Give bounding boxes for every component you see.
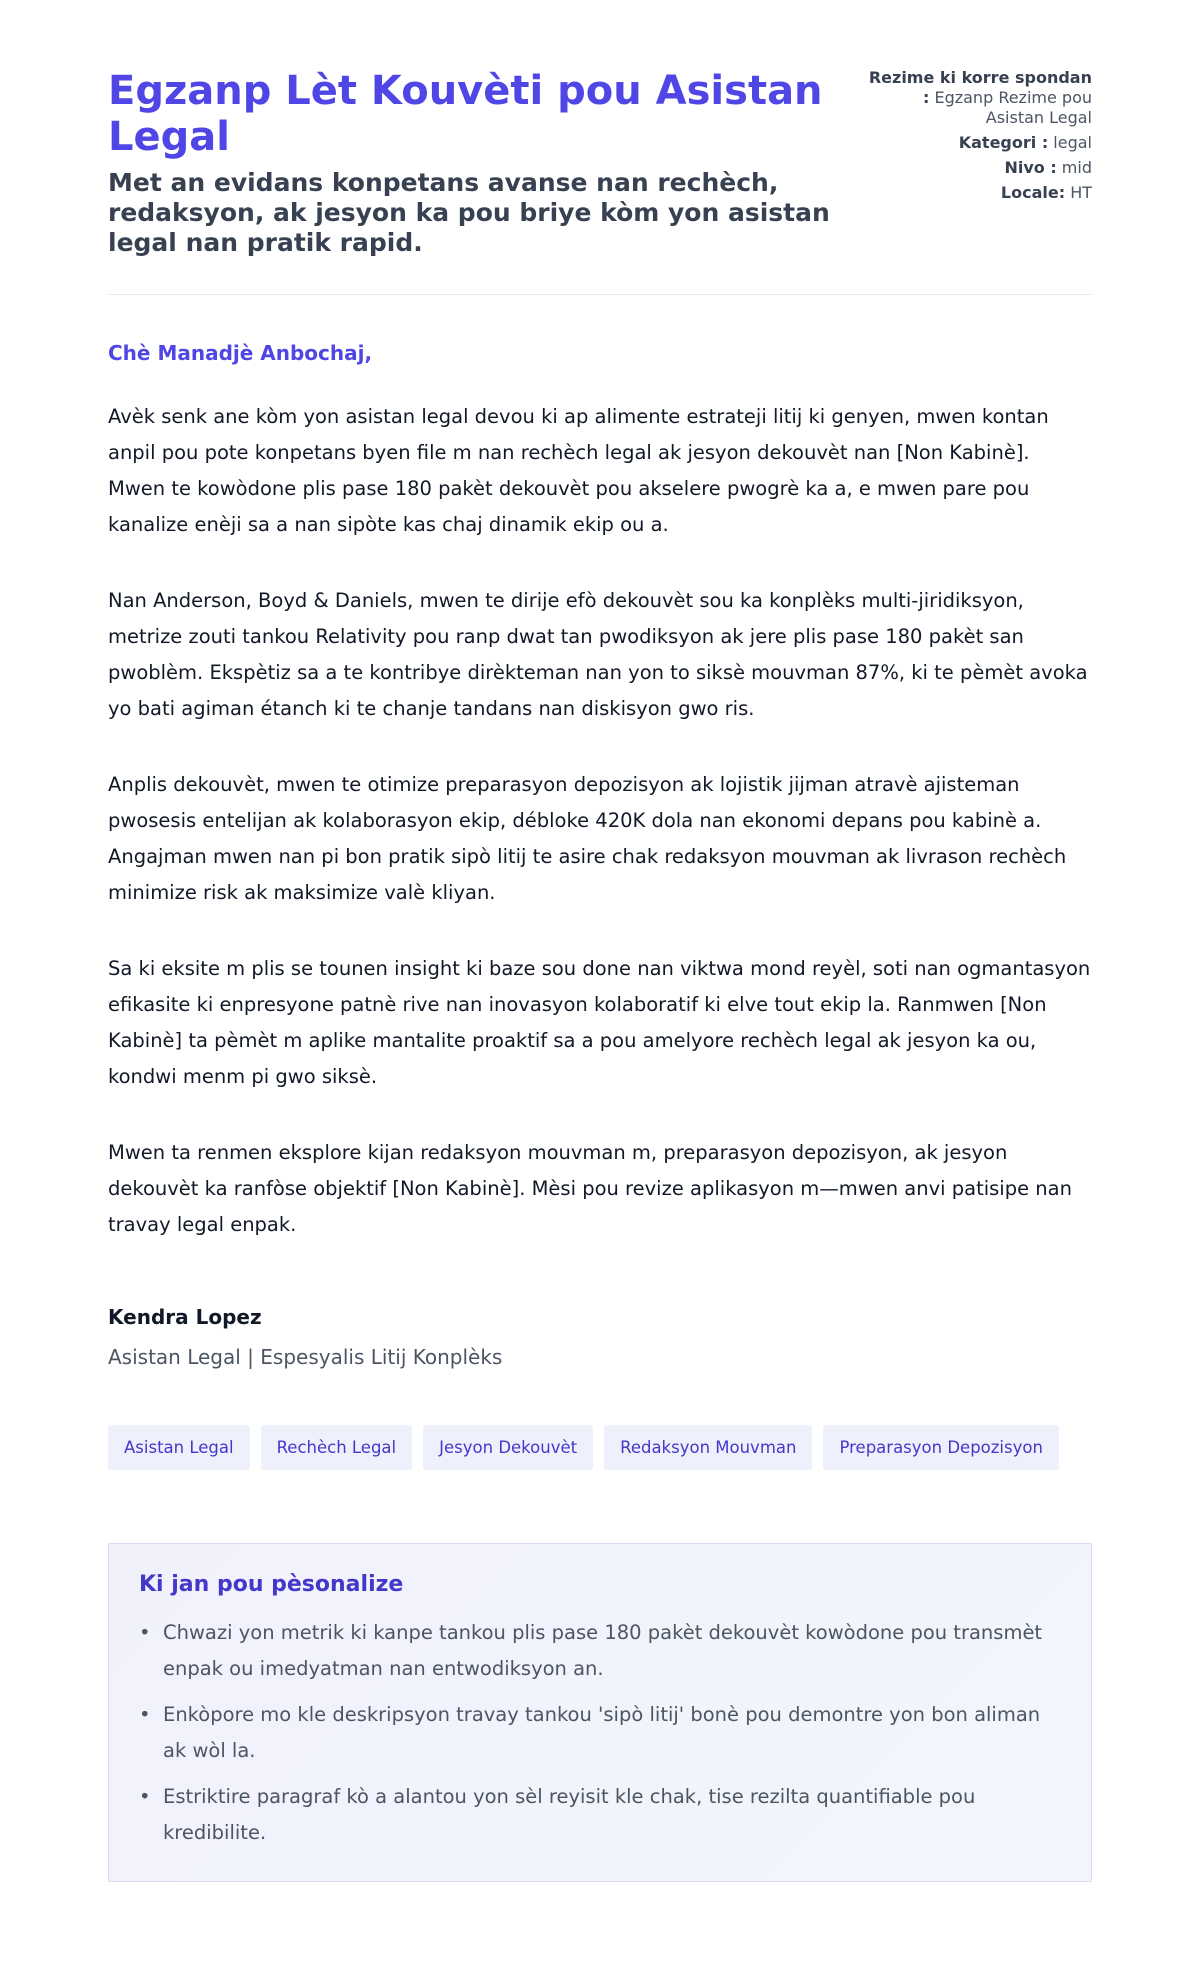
- meta-value: Egzanp Rezime pou Asistan Legal: [929, 88, 1092, 127]
- salutation: Chè Manadjè Anbochaj,: [108, 341, 373, 365]
- tips-list: [139, 1615, 1061, 1851]
- letter-paragraph: Nan Anderson, Boyd & Daniels, mwen te dirije efò dekouvèt sou ka konplèks multi-jiridiksyon, metrize zouti tankou Relativity pou ranp dwat tan pwodiksyon ak jere plis pase 180 pakèt san pwoblèm. Ekspètiz sa a te kontribye dirèkteman nan yon to siksè mouvman 87%, ki te pèmèt avoka yo bati agiman étanch ki te chanje tandans nan diskisyon gwo ris.: [108, 589, 1088, 720]
- meta-key: Kategori :: [958, 133, 1049, 152]
- tag: Redaksyon Mouvman: [604, 1425, 812, 1470]
- letter-paragraph: Mwen ta renmen eksplore kijan redaksyon mouvman m, preparasyon depozisyon, ak jesyon dekouvèt ka ranfòse objektif [Non Kabinè]. Mèsi pou revize aplikasyon m—mwen anvi patisipe nan travay legal enpak.: [108, 1141, 1072, 1236]
- customization-tips: [108, 1543, 1092, 1882]
- tips-title: Ki jan pou pèsonalize: [139, 1572, 404, 1597]
- meta-key: Rezime ki korre spondan :: [868, 68, 1092, 107]
- header-left: [108, 68, 838, 258]
- signature-name: Kendra Lopez: [108, 1305, 262, 1329]
- meta-key: Nivo :: [1004, 158, 1057, 177]
- meta-level: [867, 158, 1092, 178]
- list-item: • Estriktire paragraf kò a alantou yon sèl reyisit kle chak, tise rezilta quantifiable pou kredibilite.: [139, 1779, 1061, 1851]
- tag: Asistan Legal: [108, 1425, 250, 1470]
- list-item: • Enkòpore mo kle deskripsyon travay tankou 'sipò litij' bonè pou demontre yon bon aliman ak wòl la.: [139, 1697, 1061, 1769]
- letter-paragraph: Anplis dekouvèt, mwen te otimize preparasyon depozisyon ak lojistik jijman atravè ajisteman pwosesis entelijan ak kolaborasyon ekip, débloke 420K dola nan ekonomi depans pou kabinè a. Angajman mwen nan pi bon pratik sipò litij te asire chak redaksyon mouvman ak livrason rechèch minimize risk ak maksimize valè kliyan.: [108, 773, 1067, 904]
- meta-value: mid: [1056, 158, 1092, 177]
- list-item: • Chwazi yon metrik ki kanpe tankou plis pase 180 pakèt dekouvèt kowòdone pou transmèt enpak ou imedyatman nan entwodiksyon an.: [139, 1615, 1061, 1687]
- meta-value: HT: [1065, 183, 1092, 202]
- tag: Jesyon Dekouvèt: [423, 1425, 593, 1470]
- page-header: [108, 68, 1092, 295]
- tag: Rechèch Legal: [261, 1425, 413, 1470]
- letter-paragraph: Sa ki eksite m plis se tounen insight ki baze sou done nan viktwa mond reyèl, soti nan ogmantasyon efikasite ki enpresyone patnè rive nan inovasyon kolaboratif ki elve tout ekip la. Ranmwen [Non Kabinè] ta pèmèt m aplike mantalite proaktif sa a pou amelyore rechèch legal ak jesyon ka ou, kondwi menm pi gwo siksè.: [108, 957, 1091, 1088]
- keyword-tags: [108, 1425, 1092, 1470]
- page-subtitle: Met an evidans konpetans avanse nan rechèch, redaksyon, ak jesyon ka pou briye kòm yon asistan legal nan pratik rapid.: [108, 168, 830, 257]
- signature-block: [108, 1305, 1092, 1369]
- letter-paragraph: Avèk senk ane kòm yon asistan legal devou ki ap alimente estrateji litij ki genyen, mwen kontan anpil pou pote konpetans byen file m nan rechèch legal ak jesyon dekouvèt nan [Non Kabinè]. Mwen te kowòdone plis pase 180 pakèt dekouvèt pou akselere pwogrè ka a, e mwen pare pou kanalize enèji sa a nan sipòte kas chaj dinamik ekip ou a.: [108, 405, 1049, 536]
- tag: Preparasyon Depozisyon: [823, 1425, 1058, 1470]
- meta-panel: [867, 68, 1092, 208]
- page-title: Egzanp Lèt Kouvèti pou Asistan Legal: [108, 68, 823, 160]
- meta-key: Locale:: [1000, 183, 1066, 202]
- meta-category: [867, 133, 1092, 153]
- letter-body: [108, 295, 1092, 1369]
- meta-value: legal: [1048, 133, 1092, 152]
- signature-title: Asistan Legal | Espesyalis Litij Konplèks: [108, 1345, 503, 1369]
- meta-locale: [867, 183, 1092, 203]
- meta-related-resume: [867, 68, 1092, 128]
